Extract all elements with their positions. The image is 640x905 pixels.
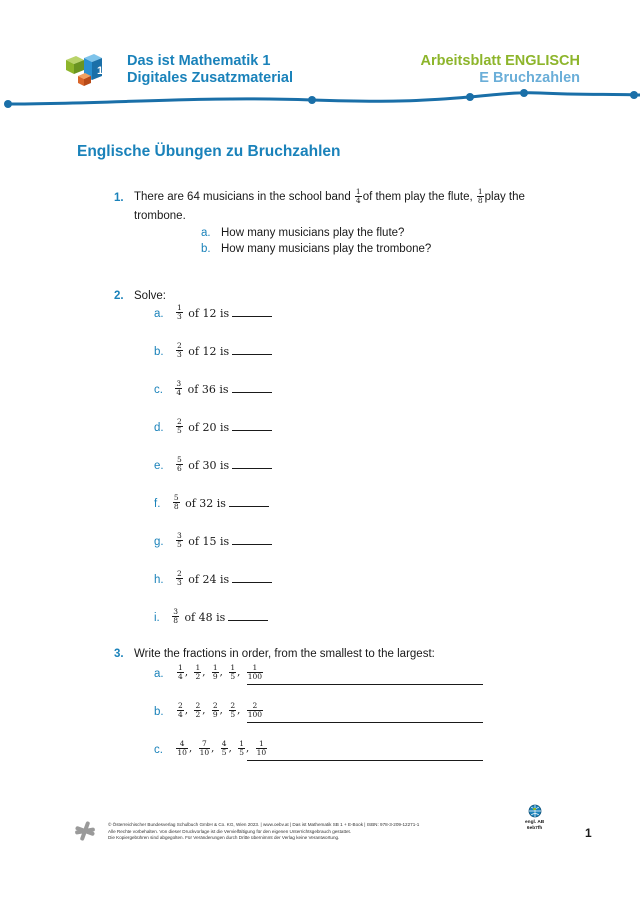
q3-item: a. $\frac{1}{4}$ , $\frac{1}{2}$ , $\frac{1}{9}$ , $\frac{1}{5}$ , $\frac{1}{100}$ [154, 663, 263, 682]
q2-item: h. $\frac{2}{3}$ of 24 is [154, 570, 272, 588]
fraction: $\frac{7}{10}$ [199, 739, 210, 758]
fraction: $\frac{2}{100}$ [247, 701, 263, 720]
q1-item-letter: b. [201, 243, 211, 255]
header-wave-divider [0, 86, 640, 116]
fraction: $\frac{2}{4}$ [178, 701, 183, 720]
fraction: $\frac{4}{10}$ [177, 739, 187, 758]
fraction: $\frac{2}{9}$ [212, 701, 218, 720]
fraction: $\frac{3}{4}$ [176, 379, 182, 398]
fraction: $\frac{1}{2}$ [195, 663, 201, 682]
answer-line[interactable] [247, 722, 483, 723]
worksheet-topic: E Bruchzahlen [479, 70, 580, 86]
q2-item: f. $\frac{5}{8}$ of 32 is [154, 494, 269, 512]
answer-line[interactable] [247, 760, 483, 761]
header-right [420, 53, 580, 87]
answer-blank[interactable] [232, 581, 272, 583]
answer-blank[interactable] [232, 467, 272, 469]
question-2-number: 2. [114, 290, 124, 302]
globe-icon[interactable] [528, 804, 542, 818]
answer-blank[interactable] [232, 315, 272, 317]
question-2-text: Solve: [134, 290, 166, 302]
fraction: $\frac{4}{5}$ [221, 739, 227, 758]
q1-item-text: How many musicians play the trombone? [221, 243, 432, 255]
fraction: $\frac{1}{8}$ [477, 187, 483, 206]
answer-line[interactable] [247, 684, 483, 685]
page-number: 1 [585, 826, 592, 840]
question-1-text: There are 64 musicians in the school band $\frac{1}{4}$ of them play the flute, $\frac{1}{8}$ play the [134, 187, 525, 206]
q1-item-text: How many musicians play the flute? [221, 227, 405, 239]
header-left [127, 53, 293, 87]
fraction: $\frac{1}{4}$ [178, 663, 183, 682]
q2-item: e. $\frac{5}{6}$ of 30 is [154, 456, 272, 474]
answer-blank[interactable] [228, 619, 268, 621]
fraction: $\frac{3}{8}$ [173, 607, 178, 626]
answer-blank[interactable] [232, 429, 272, 431]
q2-item: a. $\frac{1}{3}$ of 12 is [154, 304, 272, 322]
header-subtitle: Digitales Zusatzmaterial [127, 70, 293, 86]
q1-item-letter: a. [201, 227, 211, 239]
answer-blank[interactable] [232, 391, 272, 393]
fraction: $\frac{1}{10}$ [256, 739, 267, 758]
fraction: $\frac{3}{5}$ [177, 531, 182, 550]
fraction: $\frac{5}{8}$ [173, 493, 179, 512]
question-3-number: 3. [114, 648, 124, 660]
publisher-logo-icon [74, 820, 96, 842]
worksheet-type: Arbeitsblatt ENGLISCH [420, 53, 580, 69]
q2-item: i. $\frac{3}{8}$ of 48 is [154, 608, 268, 626]
fraction: $\frac{5}{6}$ [177, 455, 182, 474]
fraction: $\frac{1}{3}$ [177, 303, 182, 322]
fraction: $\frac{2}{5}$ [230, 701, 236, 720]
q2-item: d. $\frac{2}{5}$ of 20 is [154, 418, 272, 436]
online-code: engl. AB 6eb7fh [525, 820, 545, 831]
answer-blank[interactable] [232, 543, 272, 545]
fraction: $\frac{2}{2}$ [195, 701, 201, 720]
svg-text:1: 1 [97, 65, 104, 77]
q2-item: c. $\frac{3}{4}$ of 36 is [154, 380, 272, 398]
q3-item: b. $\frac{2}{4}$ , $\frac{2}{2}$ , $\frac{2}{9}$ , $\frac{2}{5}$ , $\frac{2}{100}$ [154, 701, 263, 720]
fraction: $\frac{1}{5}$ [230, 663, 236, 682]
fraction: $\frac{2}{3}$ [177, 341, 182, 360]
question-3-text: Write the fractions in order, from the smallest to the largest: [134, 648, 435, 660]
answer-blank[interactable] [229, 505, 269, 507]
fraction: $\frac{1}{5}$ [239, 739, 244, 758]
q3-item: c. $\frac{4}{10}$ , $\frac{7}{10}$ , $\frac{4}{5}$ , $\frac{1}{5}$ , $\frac{1}{10}$ [154, 739, 267, 758]
q2-item: g. $\frac{3}{5}$ of 15 is [154, 532, 272, 550]
fraction: $\frac{1}{100}$ [247, 663, 263, 682]
answer-blank[interactable] [232, 353, 272, 355]
header-series-title: Das ist Mathematik 1 [127, 53, 271, 69]
fraction: $\frac{1}{4}$ [355, 187, 361, 206]
question-1-text-cont: trombone. [134, 210, 186, 222]
fraction: $\frac{2}{3}$ [177, 569, 182, 588]
fraction: $\frac{1}{9}$ [212, 663, 218, 682]
fraction: $\frac{2}{5}$ [177, 417, 182, 436]
question-1-number: 1. [114, 192, 124, 204]
cube-logo-icon [62, 48, 122, 90]
q2-item: b. $\frac{2}{3}$ of 12 is [154, 342, 272, 360]
footer-copyright: © Österreichischer Bundesverlag Schulbuch GmbH & Co. KG, Wien 2023. | www.oebv.at | Das ist Mathematik SB 1 + E-Book | ISBN: 978-3-209-12271-1 Alle Rechte vorbehalten. Von dieser Druckvorlage ist die Vervielfältigung für den eigenen Unterrichtsgebrauch gestattet. Die Kopiergebühren sind abgegolten. Für Veränderungen durch Dritte übernimmt der Verlag keine Verantwortung. [108, 822, 420, 840]
page-title: Englische Übungen zu Bruchzahlen [77, 143, 341, 160]
